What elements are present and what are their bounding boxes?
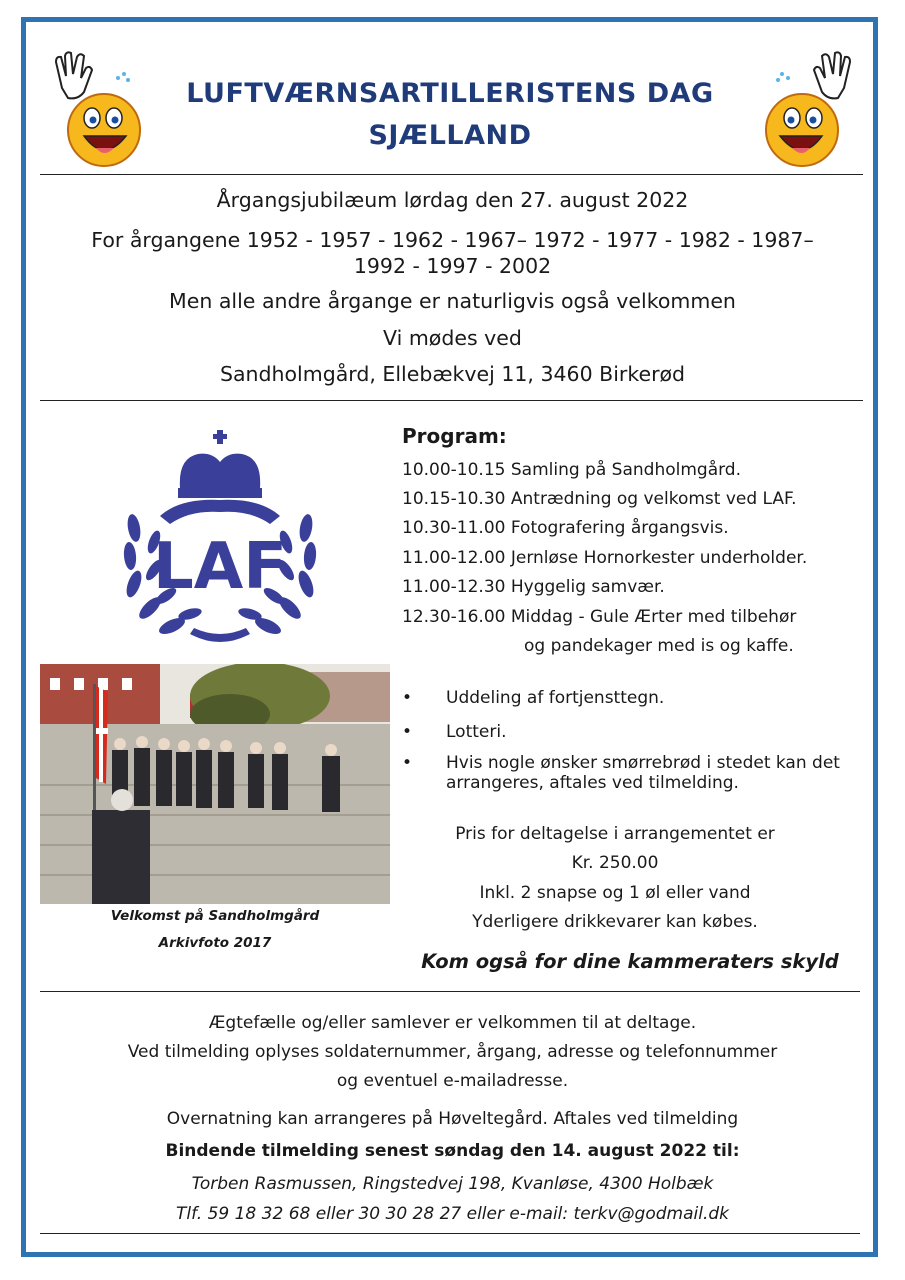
event-date: Årgangsjubilæum lørdag den 27. august 2022 (216, 188, 689, 212)
divider (40, 1233, 860, 1234)
title-line-1: LUFTVÆRNSARTILLERISTENS DAG (186, 78, 714, 109)
program-item-continuation: og pandekager med is og kaffe. (524, 636, 794, 656)
divider (40, 174, 863, 175)
registration-info: Ved tilmelding oplyses soldaternummer, årgang, adresse og telefonnummer (127, 1042, 778, 1062)
divider (40, 400, 863, 401)
laf-text: LAF (152, 530, 288, 604)
bullet-icon: • (402, 753, 413, 773)
photo-caption-year: Arkivfoto 2017 (158, 935, 272, 951)
years-line-1: For årgangene 1952 - 1957 - 1962 - 1967– 1972 - 1977 - 1982 - 1987– (91, 228, 814, 252)
registration-info-email: og eventuel e-mailadresse. (336, 1071, 569, 1091)
program-heading: Program: (402, 424, 507, 448)
title-line-2: SJÆLLAND (368, 120, 532, 151)
bullet-icon: • (402, 722, 413, 742)
price-amount: Kr. 250.00 (571, 853, 659, 873)
photo-caption: Velkomst på Sandholmgård (110, 908, 320, 924)
slogan: Kom også for dine kammeraters skyld (421, 950, 839, 973)
price-intro: Pris for deltagelse i arrangementet er (455, 824, 775, 844)
contact-address: Torben Rasmussen, Ringstedvej 198, Kvanløse, 4300 Holbæk (191, 1174, 714, 1194)
welcome-all: Men alle andre årgange er naturligvis også velkommen (169, 289, 736, 313)
laf-emblem (120, 428, 320, 650)
program-item: 10.30-11.00 Fotografering årgangsvis. (402, 518, 729, 538)
program-item: 11.00-12.00 Jernløse Hornorkester underholder. (402, 548, 808, 568)
years-line-2: 1992 - 1997 - 2002 (353, 254, 552, 278)
spouse-welcome: Ægtefælle og/eller samlever er velkommen til at deltage. (208, 1013, 697, 1033)
waving-smiley-icon (48, 48, 148, 168)
price-extra-drinks: Yderligere drikkevarer kan købes. (472, 912, 758, 932)
program-item: 10.00-10.15 Samling på Sandholmgård. (402, 460, 741, 480)
divider (40, 991, 860, 992)
waving-smiley-icon (758, 48, 858, 168)
registration-deadline: Bindende tilmelding senest søndag den 14. august 2022 til: (165, 1141, 740, 1161)
program-item: 11.00-12.30 Hyggelig samvær. (402, 577, 665, 597)
venue-address: Sandholmgård, Ellebækvej 11, 3460 Birkerød (219, 362, 686, 386)
accommodation: Overnatning kan arrangeres på Høveltegård. Aftales ved tilmelding (166, 1109, 739, 1129)
contact-phone-email: Tlf. 59 18 32 68 eller 30 30 28 27 eller e-mail: terkv@godmail.dk (175, 1204, 729, 1224)
meeting-label: Vi mødes ved (383, 326, 522, 350)
program-item: 12.30-16.00 Middag - Gule Ærter med tilbehør (402, 607, 797, 627)
price-includes: Inkl. 2 snapse og 1 øl eller vand (479, 883, 751, 903)
archive-photo (40, 664, 390, 904)
program-item: 10.15-10.30 Antrædning og velkomst ved LAF. (402, 489, 797, 509)
bullet-icon: • (402, 688, 413, 708)
